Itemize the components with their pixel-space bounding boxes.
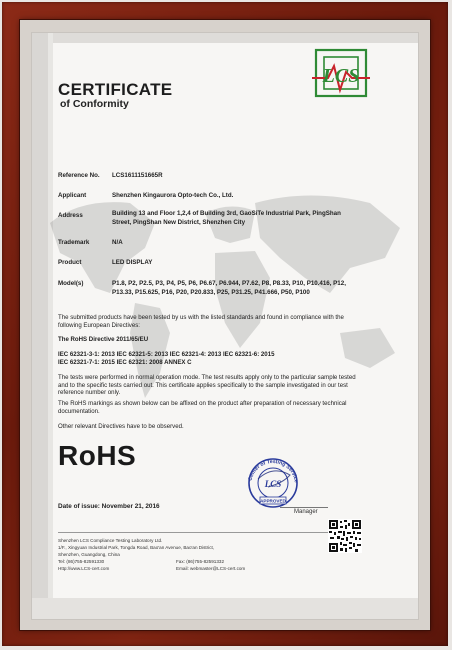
approval-stamp [238, 453, 308, 513]
footer-company: Shenzhen LCS Compliance Testing Laboratory Ltd. [58, 538, 163, 543]
reference-label: Reference No. [58, 172, 100, 179]
footer-address-1: 1/F., Xingyuan Industrial Park, Tongda Road, Bao'an Avenue, Bao'an District, [58, 545, 215, 550]
directive: The RoHS Directive 2011/65/EU [58, 336, 149, 343]
footer-fax: Fax: (86)755-82591332 [176, 559, 225, 564]
certificate-subtitle: of Conformity [60, 98, 129, 110]
address-label: Address [58, 212, 83, 219]
stamp-initials: LCS [264, 479, 282, 489]
logo-letters: LCS [322, 65, 360, 87]
footer-divider [58, 532, 328, 533]
footer-email: Email: webmaster@LCS-cert.com [176, 566, 246, 571]
models-label: Model(s) [58, 280, 84, 287]
rohs-mark: RoHS [58, 440, 137, 471]
footer-tel: Tel: (86)755-82591330 [58, 559, 105, 564]
markings-statement: The RoHS markings as shown below can be affixed on the product after preparation of necessary technical documentation. [58, 400, 347, 415]
standards-line-2: IEC 62321-7-1: 2015 IEC 62321: 2008 ANNEX C [58, 359, 192, 366]
applicant-value: Shenzhen Kingaurora Opto-tech Co., Ltd. [112, 192, 234, 199]
tested-statement: The submitted products have been tested by us with the listed standards and found in compliance with the following European Directives: [58, 314, 344, 329]
stamp-text-bottom: APPROVED [260, 498, 286, 504]
issue-date: Date of issue: November 21, 2016 [58, 503, 160, 510]
qr-code-icon [328, 519, 362, 553]
trademark-value: N/A [112, 239, 123, 246]
top-band [32, 33, 418, 43]
footer-web: Http://www.LCS-cert.com [58, 566, 110, 571]
stamp-text-top: Center of Testing Service [247, 458, 299, 484]
reference-value: LCS1611151665R [112, 172, 163, 179]
manager-signature-line [280, 507, 328, 508]
bottom-band [32, 598, 418, 619]
other-directives: Other relevant Directives have to be observed. [58, 423, 184, 430]
models-value: P1.8, P2, P2.5, P3, P4, P5, P6, P6.67, P6.944, P7.62, P8, P8.33, P10, P10.416, P12, P13.33, P15.625, P16, P20, P20.833, P25, P31.25, P41.666, P50, P100 [112, 280, 346, 296]
product-value: LED DISPLAY [112, 259, 153, 266]
trademark-label: Trademark [58, 239, 90, 246]
lcs-logo [312, 46, 370, 102]
standards-line-1: IEC 62321-3-1: 2013 IEC 62321-5: 2013 IEC 62321-4: 2013 IEC 62321-6: 2015 [58, 351, 275, 358]
certificate-title: CERTIFICATE [58, 80, 173, 99]
address-value: Building 13 and Floor 1,2,4 of Building 3rd, GaoSiTe Industrial Park, PingShan Street, PingShan New District, Shenzhen City [112, 210, 341, 226]
manager-label: Manager [294, 509, 318, 515]
tests-statement: The tests were performed in normal operation mode. The test results apply only to the particular sample tested and to the specific tests carried out. This certificate applies specifically to the sample investigated in our test reference number only. [58, 374, 356, 397]
applicant-label: Applicant [58, 192, 87, 199]
product-label: Product [58, 259, 82, 266]
footer-address-2: Shenzhen, Guangdong, China [58, 552, 120, 557]
